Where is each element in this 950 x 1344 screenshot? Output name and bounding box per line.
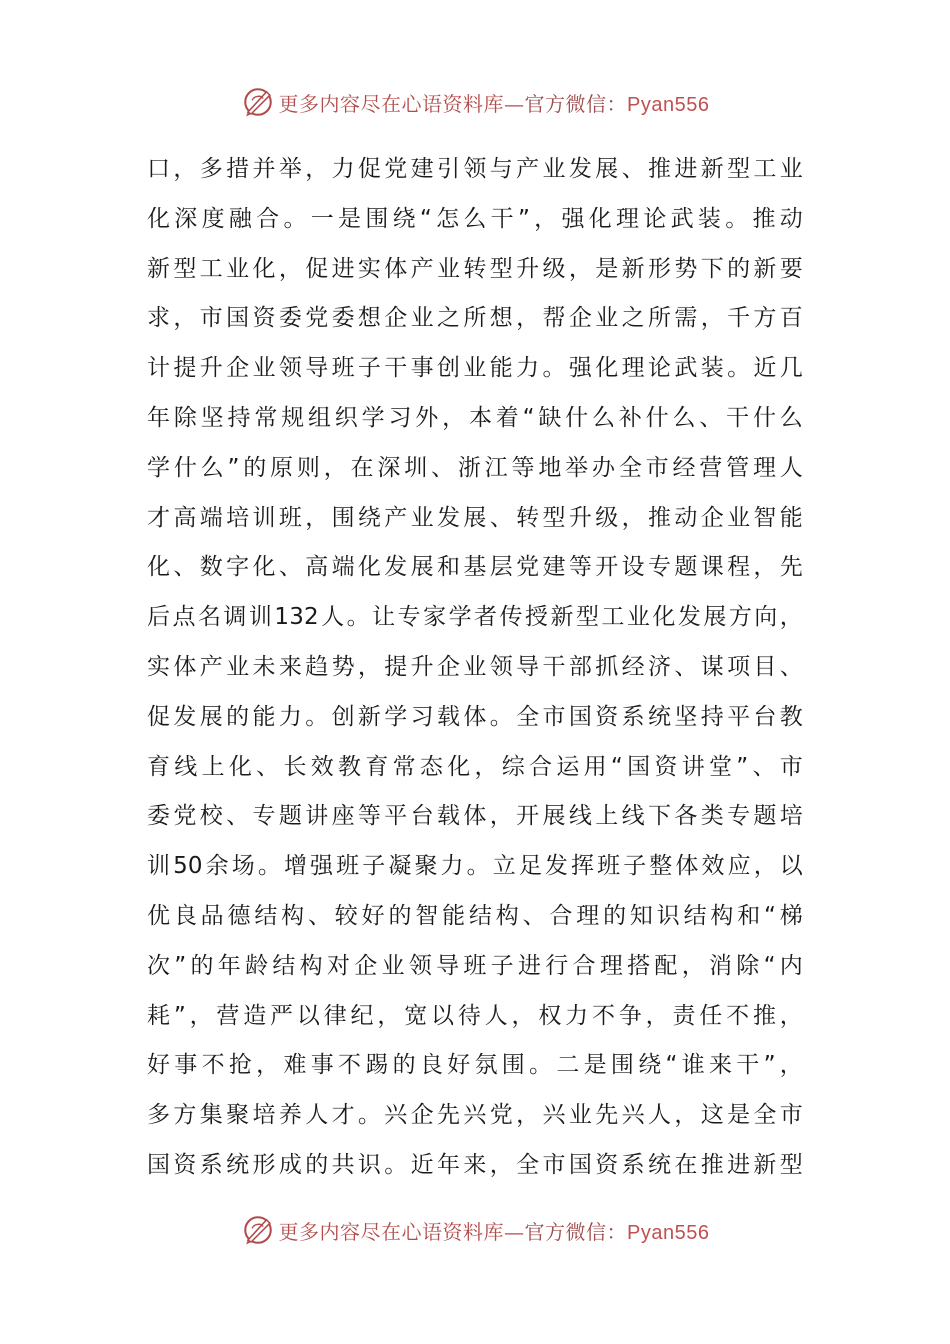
pen-logo-icon — [241, 85, 275, 119]
footer-brand: 更多内容尽在心语资料库 — [278, 1219, 505, 1244]
text-line: 训50余场。增强班子凝聚力。立足发挥班子整体效应，以 — [147, 853, 803, 880]
text-line: 新型工业化，促进实体产业转型升级，是新形势下的新要 — [147, 255, 803, 282]
text-line: 实体产业未来趋势，提升企业领导干部抓经济、谋项目、 — [147, 653, 803, 680]
text-line: 化、数字化、高端化发展和基层党建等开设专题课程，先 — [147, 554, 803, 581]
text-line: 次”的年龄结构对企业领导班子进行合理搭配，消除“内 — [147, 952, 803, 979]
text-line: 优良品德结构、较好的智能结构、合理的知识结构和“梯 — [147, 902, 803, 929]
text-line: 多方集聚培养人才。兴企先兴党，兴业先兴人，这是全市 — [147, 1102, 803, 1129]
header-wechat-label: 官方微信： — [524, 91, 628, 116]
header-dash: — — [504, 91, 525, 116]
text-line: 耗”，营造严以律纪，宽以待人，权力不争，责任不推， — [147, 1002, 803, 1029]
text-line: 促发展的能力。创新学习载体。全市国资系统坚持平台教 — [147, 703, 803, 730]
footer-watermark-text — [279, 1216, 710, 1245]
text-line: 后点名调训132人。让专家学者传授新型工业化发展方向， — [147, 604, 803, 631]
text-line: 委党校、专题讲座等平台载体，开展线上线下各类专题培 — [147, 803, 803, 830]
header-watermark-text — [279, 88, 710, 117]
text-line: 求，市国资委党委想企业之所想，帮企业之所需，千方百 — [147, 305, 803, 332]
footer-watermark — [0, 1213, 950, 1247]
text-line: 计提升企业领导班子干事创业能力。强化理论武装。近几 — [147, 355, 803, 382]
header-watermark — [0, 85, 950, 119]
footer-wechat-id: Pyan556 — [627, 1221, 710, 1244]
text-line: 口，多措并举，力促党建引领与产业发展、推进新型工业 — [147, 156, 803, 182]
footer-dash: — — [504, 1219, 525, 1244]
text-line: 年除坚持常规组织学习外，本着“缺什么补什么、干什么 — [147, 404, 803, 431]
document-body — [147, 145, 803, 1191]
text-line: 好事不抢，难事不踢的良好氛围。二是围绕“谁来干”， — [147, 1052, 803, 1079]
pen-logo-icon — [241, 1213, 275, 1247]
text-line: 才高端培训班，围绕产业发展、转型升级，推动企业智能 — [147, 504, 803, 531]
text-line: 育线上化、长效教育常态化，综合运用“国资讲堂”、市 — [147, 753, 803, 780]
text-line: 学什么”的原则，在深圳、浙江等地举办全市经营管理人 — [147, 454, 803, 481]
header-wechat-id: Pyan556 — [627, 93, 710, 116]
text-line: 国资系统形成的共识。近年来，全市国资系统在推进新型 — [147, 1151, 803, 1178]
footer-wechat-label: 官方微信： — [524, 1219, 628, 1244]
header-brand: 更多内容尽在心语资料库 — [278, 91, 505, 116]
text-line: 化深度融合。一是围绕“怎么干”，强化理论武装。推动 — [147, 205, 803, 232]
